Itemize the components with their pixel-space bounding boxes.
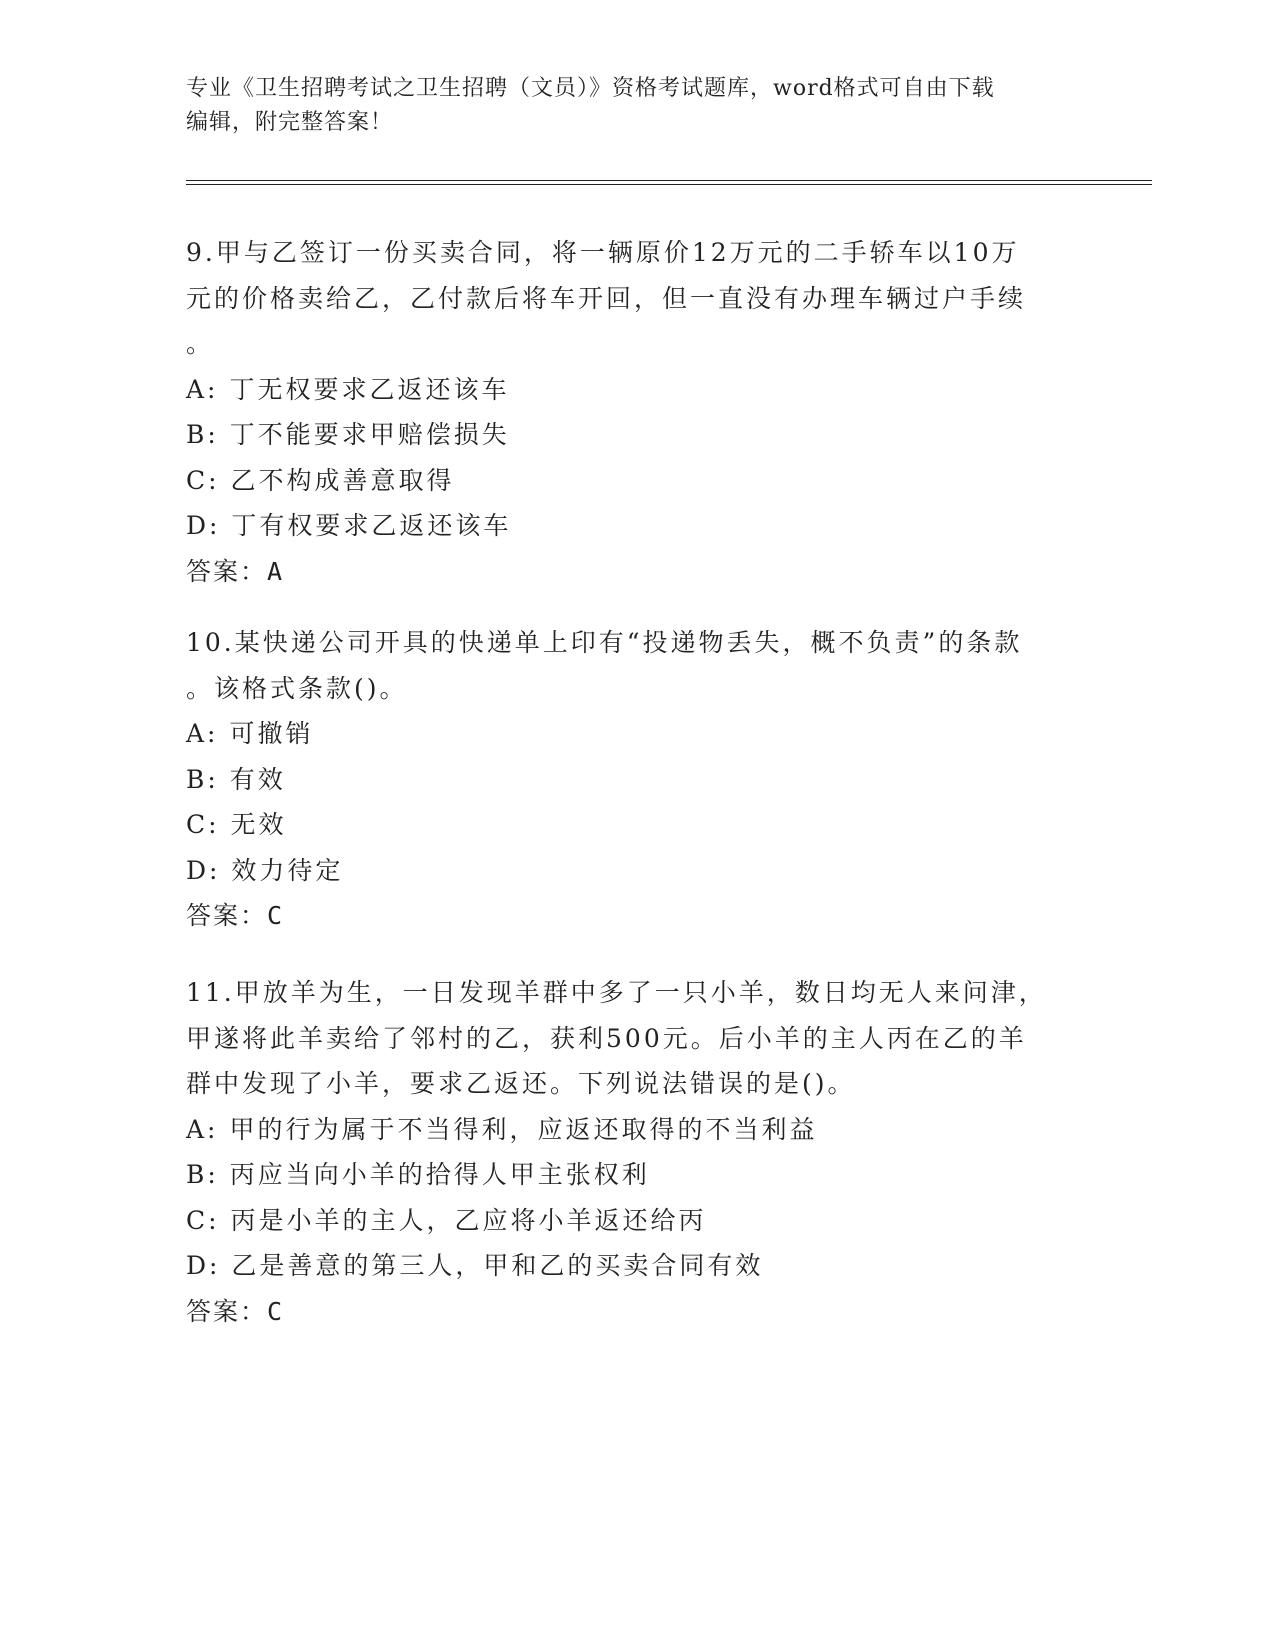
answer-label: 答案： <box>186 901 268 930</box>
option-a <box>186 1107 1066 1153</box>
option-text: 甲的行为属于不当得利，应返还取得的不当利益 <box>229 1114 818 1144</box>
option-text: 可撤销 <box>229 719 314 748</box>
option-label: A: <box>186 1114 219 1144</box>
question-stem <box>186 230 1066 367</box>
stem-line: 。 <box>186 329 215 358</box>
option-c <box>186 1198 1066 1244</box>
header-divider-bottom <box>186 184 1152 185</box>
question-9 <box>186 230 1066 594</box>
option-c <box>186 802 1066 848</box>
option-text: 有效 <box>229 764 286 794</box>
answer-label: 答案： <box>186 1296 268 1326</box>
answer-label: 答案： <box>186 556 268 586</box>
answer-value: C <box>267 901 285 930</box>
option-label: A: <box>186 374 219 404</box>
answer-value: A <box>267 556 285 586</box>
answer-line <box>186 893 1066 939</box>
header-line-1: 专业《卫生招聘考试之卫生招聘（文员）》资格考试题库，word格式可自由下载 <box>186 76 995 101</box>
option-label: C: <box>186 810 220 839</box>
option-d <box>186 848 1066 894</box>
option-label: C: <box>186 465 220 495</box>
stem-line: 元的价格卖给乙，乙付款后将车开回，但一直没有办理车辆过户手续 <box>186 283 1027 313</box>
option-a <box>186 711 1066 757</box>
option-a <box>186 367 1066 413</box>
option-b <box>186 757 1066 803</box>
answer-value: C <box>267 1296 285 1326</box>
option-label: B: <box>186 420 219 449</box>
option-label: A: <box>186 719 219 748</box>
option-d <box>186 503 1066 549</box>
header-line-2: 编辑，附完整答案！ <box>186 110 394 135</box>
answer-line <box>186 1289 1066 1335</box>
option-text: 乙不构成善意取得 <box>230 465 455 495</box>
stem-line: 群中发现了小羊，要求乙返还。下列说法错误的是()。 <box>186 1069 856 1098</box>
option-label: D: <box>186 855 221 885</box>
stem-line: 。该格式条款()。 <box>186 673 408 703</box>
option-text: 无效 <box>230 810 287 839</box>
stem-line: 11.甲放羊为生，一日发现羊群中多了一只小羊，数日均无人来问津， <box>186 978 1047 1007</box>
option-b <box>186 1152 1066 1198</box>
option-label: D: <box>186 511 221 540</box>
option-label: B: <box>186 764 219 794</box>
option-text: 效力待定 <box>231 855 344 885</box>
header-divider-top <box>186 180 1152 181</box>
question-stem <box>186 620 1066 711</box>
option-text: 丁有权要求乙返还该车 <box>231 511 512 540</box>
option-d <box>186 1243 1066 1289</box>
option-label: C: <box>186 1205 220 1235</box>
stem-line: 甲遂将此羊卖给了邻村的乙，获利500元。后小羊的主人丙在乙的羊 <box>186 1023 1027 1053</box>
answer-line <box>186 549 1066 595</box>
question-11 <box>186 970 1066 1334</box>
document-header <box>186 72 1086 140</box>
option-text: 丁不能要求甲赔偿损失 <box>229 420 510 449</box>
question-stem <box>186 970 1066 1107</box>
option-text: 乙是善意的第三人，甲和乙的买卖合同有效 <box>231 1251 764 1280</box>
question-10 <box>186 620 1066 939</box>
option-c <box>186 458 1066 504</box>
stem-line: 10.某快递公司开具的快递单上印有“投递物丢失，概不负责”的条款 <box>186 628 1023 657</box>
stem-line: 9.甲与乙签订一份买卖合同，将一辆原价12万元的二手轿车以10万 <box>186 238 1020 267</box>
option-b <box>186 412 1066 458</box>
option-label: D: <box>186 1251 221 1280</box>
option-text: 丁无权要求乙返还该车 <box>229 374 510 404</box>
option-label: B: <box>186 1160 219 1189</box>
option-text: 丙是小羊的主人，乙应将小羊返还给丙 <box>230 1205 707 1235</box>
option-text: 丙应当向小羊的拾得人甲主张权利 <box>229 1160 650 1189</box>
